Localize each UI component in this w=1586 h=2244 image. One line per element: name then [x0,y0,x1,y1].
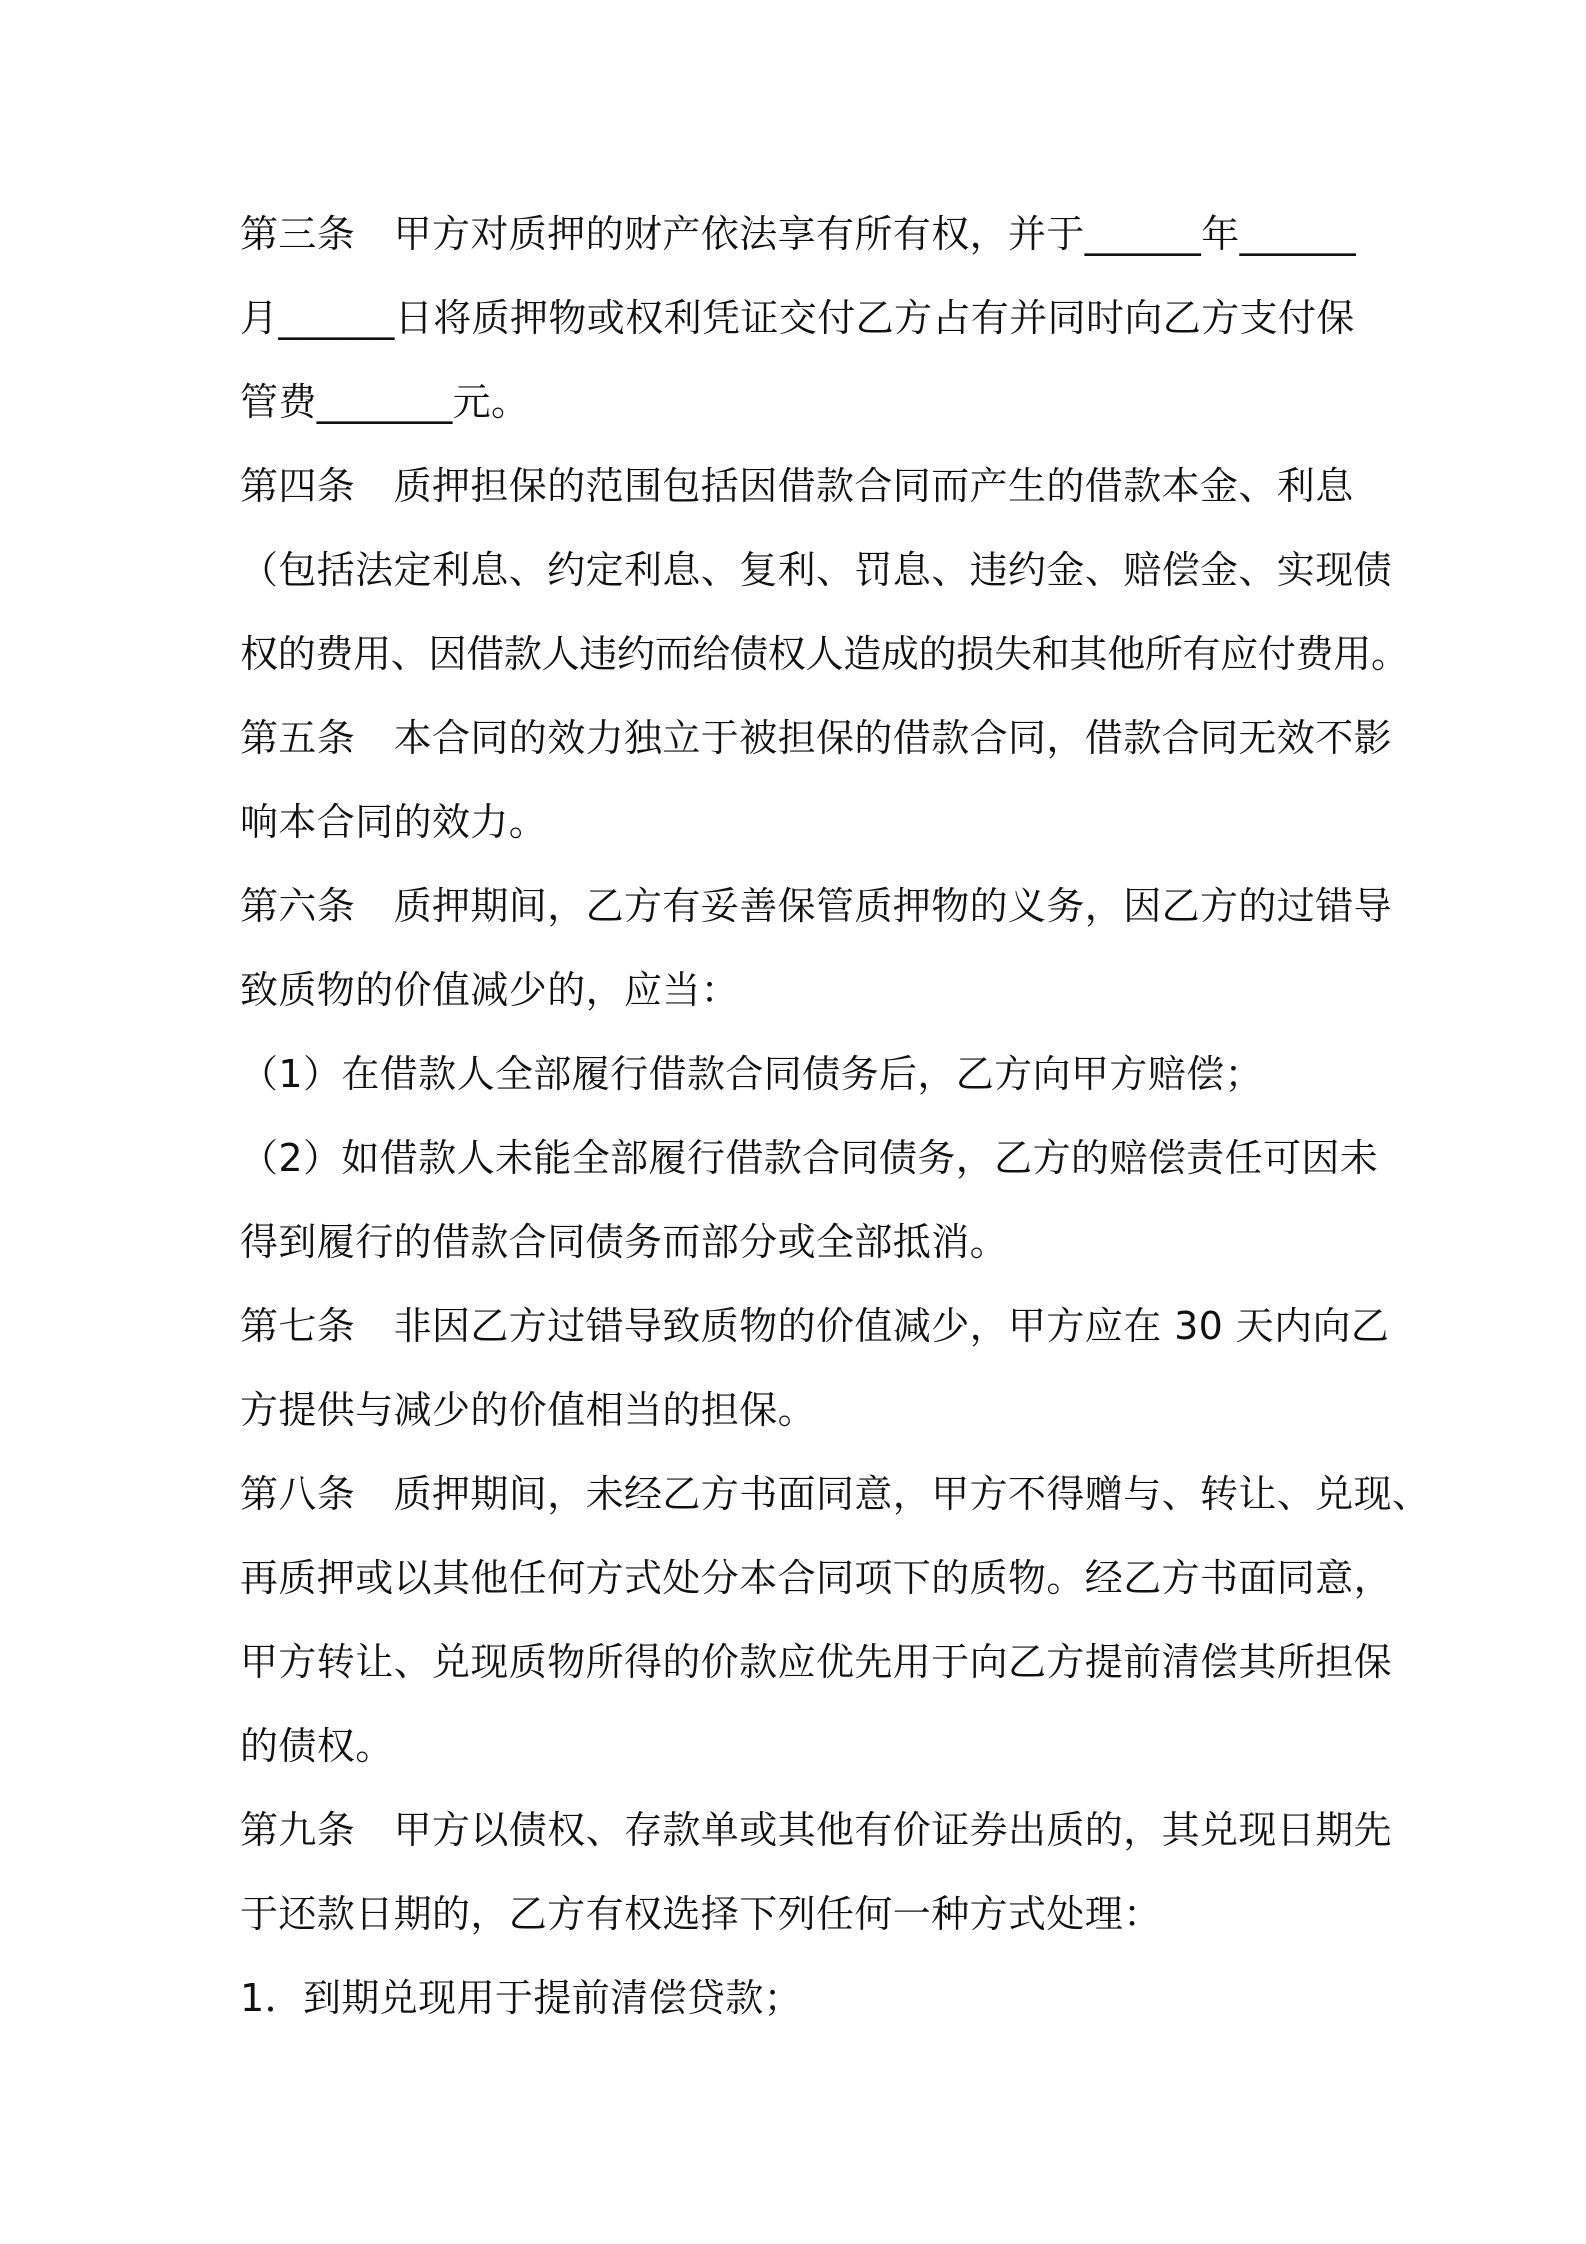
article-3-line-2: 月______日将质押物或权利凭证交付乙方占有并同时向乙方支付保 [240,296,1355,340]
contract-text [240,192,1431,2040]
article-6-line-2: 致质物的价值减少的，应当： [240,968,740,1012]
article-6-line-1: 第六条 质押期间，乙方有妥善保管质押物的义务，因乙方的过错导 [240,884,1393,928]
article-7-line-1: 第七条 非因乙方过错导致质物的价值减少，甲方应在 30 天内向乙 [240,1304,1390,1348]
article-6-item-1: （1）在借款人全部履行借款合同债务后，乙方向甲方赔偿； [240,1052,1263,1096]
article-7-line-2: 方提供与减少的价值相当的担保。 [240,1388,817,1432]
article-9-line-2: 于还款日期的，乙方有权选择下列任何一种方式处理： [240,1892,1162,1936]
article-6-item-2-line-2: 得到履行的借款合同债务而部分或全部抵消。 [240,1220,1009,1264]
article-8-line-1: 第八条 质押期间，未经乙方书面同意，甲方不得赠与、转让、兑现、 [240,1472,1431,1516]
article-8-line-2: 再质押或以其他任何方式处分本合同项下的质物。经乙方书面同意， [240,1556,1393,1600]
article-4-line-1: 第四条 质押担保的范围包括因借款合同而产生的借款本金、利息 [240,464,1354,508]
article-6-item-2-line-1: （2）如借款人未能全部履行借款合同债务，乙方的赔偿责任可因未 [240,1136,1379,1180]
article-3-line-3: 管费_______元。 [240,380,530,424]
article-8-line-3: 甲方转让、兑现质物所得的价款应优先用于向乙方提前清偿其所担保 [240,1640,1393,1684]
article-9-item-1: 1．到期兑现用于提前清偿贷款； [240,1976,803,2020]
article-8-line-4: 的债权。 [240,1724,394,1768]
article-4-line-3: 权的费用、因借款人违约而给债权人造成的损失和其他所有应付费用。 [240,632,1409,676]
article-9-line-1: 第九条 甲方以债权、存款单或其他有价证券出质的，其兑现日期先 [240,1808,1393,1852]
article-3-line-1: 第三条 甲方对质押的财产依法享有所有权，并于______年______ [240,212,1357,256]
article-4-line-2: （包括法定利息、约定利息、复利、罚息、违约金、赔偿金、实现债 [240,548,1393,592]
article-5-line-2: 响本合同的效力。 [240,800,548,844]
article-5-line-1: 第五条 本合同的效力独立于被担保的借款合同，借款合同无效不影 [240,716,1393,760]
